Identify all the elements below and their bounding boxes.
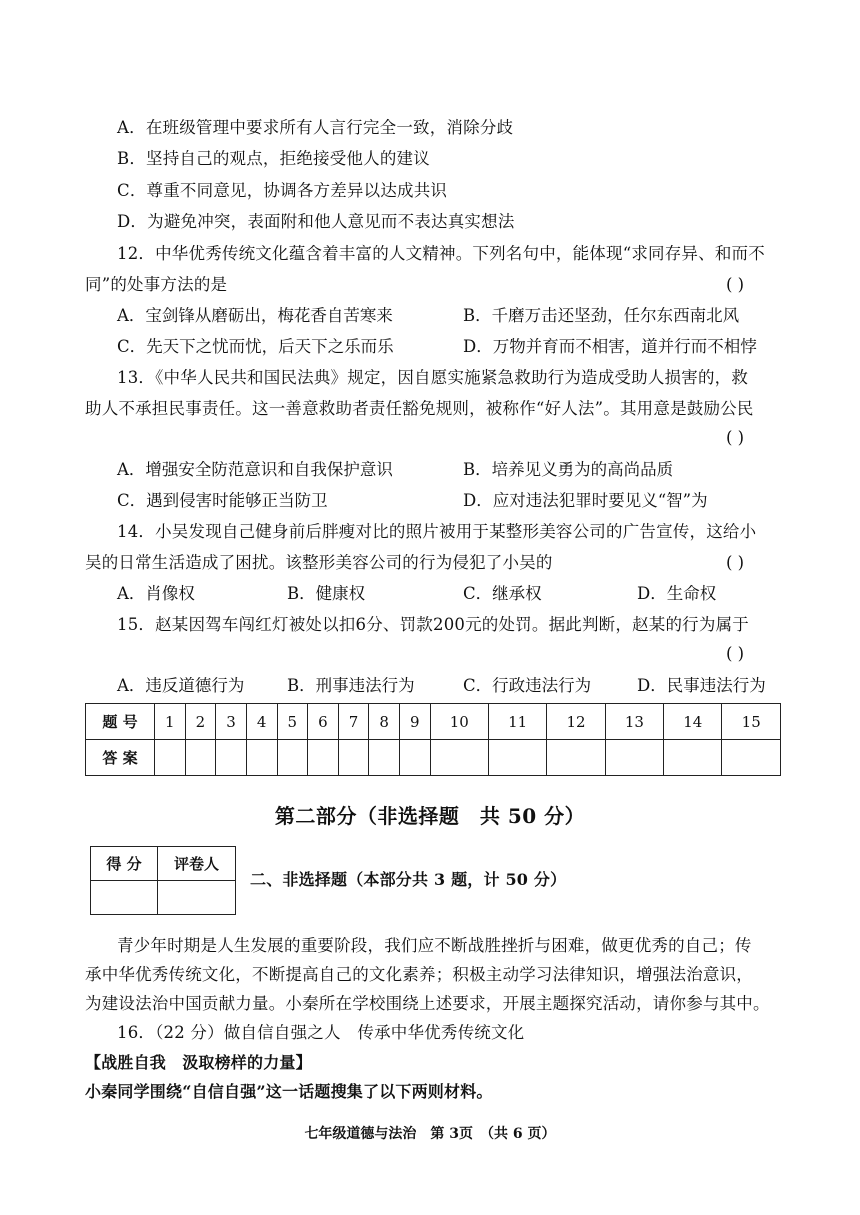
grader-cell[interactable] <box>158 881 236 915</box>
q15-option-c: C．行政违法行为 <box>463 676 592 695</box>
answer-cell[interactable] <box>185 740 216 776</box>
q12-option-a: A．宝剑锋从磨砺出，梅花香自苦寒来 <box>117 306 393 325</box>
question-number-cell: 9 <box>400 704 431 740</box>
q13-answer-paren: ( ) <box>726 428 745 447</box>
q13-option-d: D．应对违法犯罪时要见义“智”为 <box>463 491 708 510</box>
answer-cell[interactable] <box>722 740 781 776</box>
q12-stem-line1: 12．中华优秀传统文化蕴含着丰富的人文精神。下列名句中，能体现“求同存异、和而不 <box>117 244 765 263</box>
q13-option-c: C．遇到侵害时能够正当防卫 <box>117 491 328 510</box>
q11-option-c: C．尊重不同意见，协调各方差异以达成共识 <box>117 181 448 200</box>
answer-cell[interactable] <box>664 740 722 776</box>
q12-option-d: D．万物并育而不相害，道并行而不相悖 <box>463 337 757 356</box>
q14-stem-line1: 14．小吴发现自己健身前后胖瘦对比的照片被用于某整形美容公司的广告宣传，这给小 <box>117 522 757 541</box>
score-label: 得 分 <box>91 847 158 881</box>
q14-option-b: B．健康权 <box>287 584 366 603</box>
q15-stem-line1: 15．赵某因驾车闯红灯被处以扣6分、罚款200元的处罚。据此判断，赵某的行为属于 <box>117 615 749 634</box>
q13-option-a: A．增强安全防范意识和自我保护意识 <box>117 460 393 479</box>
part2-title: 第二部分（非选择题 共 50 分） <box>274 804 586 828</box>
answer-table-number-row <box>86 704 781 740</box>
q12-answer-paren: ( ) <box>726 275 745 294</box>
question-number-cell: 6 <box>308 704 339 740</box>
answer-table <box>85 703 781 776</box>
score-cell[interactable] <box>91 881 158 915</box>
answer-cell[interactable] <box>246 740 277 776</box>
answer-cell[interactable] <box>277 740 308 776</box>
question-number-cell: 4 <box>246 704 277 740</box>
intro-line3: 为建设法治中国贡献力量。小秦所在学校围绕上述要求，开展主题探究活动，请你参与其中。 <box>85 994 770 1013</box>
answer-table-answer-row <box>86 740 781 776</box>
answer-cell[interactable] <box>155 740 186 776</box>
question-number-cell: 3 <box>216 704 247 740</box>
question-number-cell: 15 <box>722 704 781 740</box>
q16-text: 小秦同学围绕“自信自强”这一话题搜集了以下两则材料。 <box>85 1082 493 1101</box>
q14-option-c: C．继承权 <box>463 584 542 603</box>
q16-title: 16．（22 分）做自信自强之人 传承中华优秀传统文化 <box>117 1023 525 1042</box>
intro-line2: 承中华优秀传统文化，不断提高自己的文化素养；积极主动学习法律知识，增强法治意识， <box>85 965 753 984</box>
answer-cell[interactable] <box>400 740 431 776</box>
q11-option-d: D．为避免冲突，表面附和他人意见而不表达真实想法 <box>117 212 515 231</box>
question-number-cell: 12 <box>547 704 605 740</box>
question-number-cell: 11 <box>488 704 546 740</box>
q13-stem-line1: 13．《中华人民共和国民法典》规定，因自愿实施紧急救助行为造成受助人损害的，救 <box>117 368 749 387</box>
q14-stem-line2: 吴的日常生活造成了困扰。该整形美容公司的行为侵犯了小吴的 <box>85 553 553 572</box>
answer-label: 答 案 <box>86 740 155 776</box>
q12-option-c: C．先天下之忧而忧，后天下之乐而乐 <box>117 337 394 356</box>
intro-line1: 青少年时期是人生发展的重要阶段，我们应不断战胜挫折与困难，做更优秀的自己；传 <box>117 936 752 955</box>
section2-heading: 二、非选择题（本部分共 3 题，计 50 分） <box>250 870 567 889</box>
q15-answer-paren: ( ) <box>726 644 745 663</box>
question-number-cell: 13 <box>605 704 663 740</box>
q14-option-d: D．生命权 <box>637 584 717 603</box>
answer-cell[interactable] <box>369 740 400 776</box>
page-footer: 七年级道德与法治 第 3页 （共 6 页） <box>304 1126 556 1142</box>
question-number-cell: 14 <box>664 704 722 740</box>
grader-label: 评卷人 <box>158 847 236 881</box>
question-number-label: 题 号 <box>86 704 155 740</box>
question-number-cell: 2 <box>185 704 216 740</box>
q15-option-a: A．违反道德行为 <box>117 676 245 695</box>
q11-option-a: A．在班级管理中要求所有人言行完全一致，消除分歧 <box>117 118 514 137</box>
q16-subsection: 【战胜自我 汲取榜样的力量】 <box>85 1053 312 1072</box>
q13-option-b: B．培养见义勇为的高尚品质 <box>463 460 674 479</box>
question-number-cell: 5 <box>277 704 308 740</box>
q15-option-b: B．刑事违法行为 <box>287 676 415 695</box>
q14-option-a: A．肖像权 <box>117 584 195 603</box>
question-number-cell: 8 <box>369 704 400 740</box>
q14-answer-paren: ( ) <box>726 553 745 572</box>
q15-option-d: D．民事违法行为 <box>637 676 766 695</box>
q13-stem-line2: 助人不承担民事责任。这一善意救助者责任豁免规则，被称作“好人法”。其用意是鼓励公民 <box>85 399 754 418</box>
q11-option-b: B．坚持自己的观点，拒绝接受他人的建议 <box>117 149 430 168</box>
question-number-cell: 10 <box>430 704 488 740</box>
answer-cell[interactable] <box>216 740 247 776</box>
q12-option-b: B．千磨万击还坚劲，任尔东西南北风 <box>463 306 740 325</box>
answer-cell[interactable] <box>338 740 369 776</box>
score-box <box>90 846 236 915</box>
answer-cell[interactable] <box>547 740 605 776</box>
answer-cell[interactable] <box>308 740 339 776</box>
question-number-cell: 1 <box>155 704 186 740</box>
answer-cell[interactable] <box>430 740 488 776</box>
q12-stem-line2: 同”的处事方法的是 <box>85 275 228 294</box>
answer-cell[interactable] <box>605 740 663 776</box>
answer-cell[interactable] <box>488 740 546 776</box>
question-number-cell: 7 <box>338 704 369 740</box>
